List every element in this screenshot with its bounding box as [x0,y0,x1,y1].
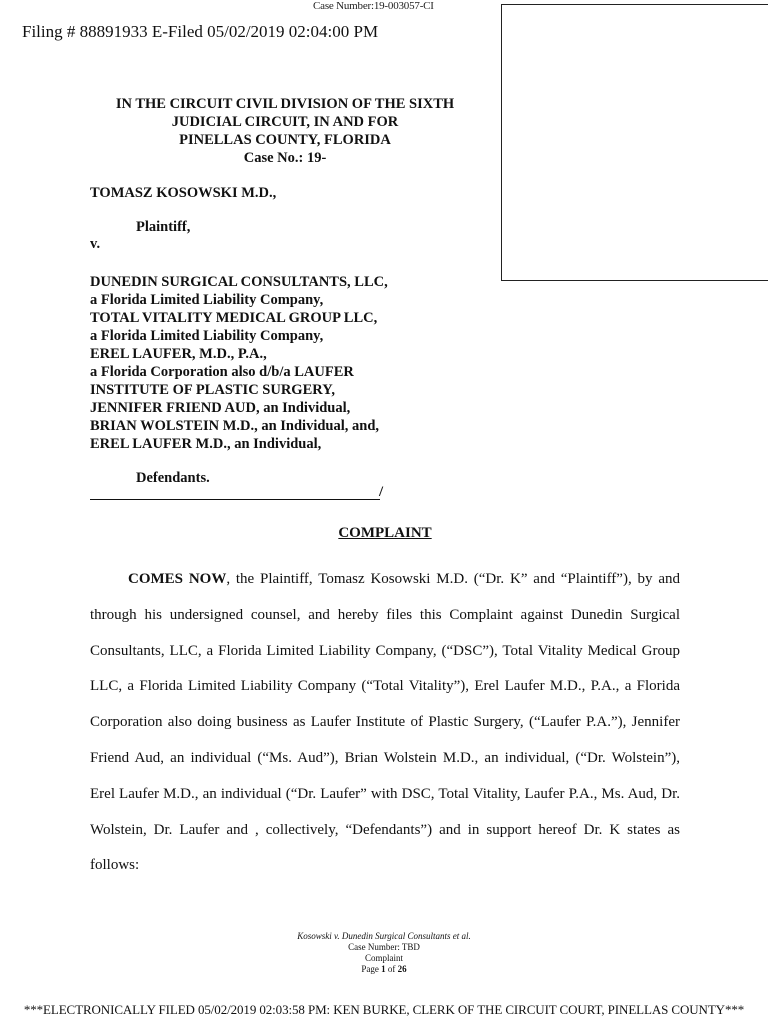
plaintiff-name: TOMASZ KOSOWSKI M.D., [90,185,277,201]
footer-doc-title: Complaint [365,953,403,963]
body-line: Corporation also doing business as Laufer Institute of Plastic Surgery, (“Laufer P.A.”), Jennifer [90,714,680,731]
footer-short-title: Kosowski v. Dunedin Surgical Consultants et al. [297,931,471,941]
defendant-line: TOTAL VITALITY MEDICAL GROUP LLC, [90,310,378,326]
defendant-line: EREL LAUFER, M.D., P.A., [90,346,267,362]
body-line: Wolstein, Dr. Laufer and , collectively, “Defendants”) and in support hereof Dr. K states as [90,821,680,838]
body-line: Friend Aud, an individual (“Ms. Aud”), Brian Wolstein M.D., an individual, (“Dr. Wolstein”), [90,749,680,766]
court-caption [90,95,480,167]
filing-stamp: Filing # 88891933 E-Filed 05/02/2019 02:04:00 PM [22,22,379,41]
caption-slash: / [379,484,384,500]
defendant-line: INSTITUTE OF PLASTIC SURGERY, [90,382,335,398]
body-line [90,562,680,598]
defendant-line: a Florida Limited Liability Company, [90,292,324,308]
plaintiff-role: Plaintiff, [136,219,191,235]
body-line: Erel Laufer M.D., an individual (“Dr. Laufer” with DSC, Total Vitality, Laufer P.A., Ms. Aud, Dr. [90,785,680,802]
court-caption-line: JUDICIAL CIRCUIT, IN AND FOR [171,114,399,130]
defendants-role: Defendants. [136,470,210,486]
defendant-line: a Florida Corporation also d/b/a LAUFER [90,364,354,380]
complaint-title: COMPLAINT [338,525,432,541]
defendants-list [90,273,388,453]
body-line-text: , the Plaintiff, Tomasz Kosowski M.D. (“Dr. K” and “Plaintiff”), by and [226,571,680,587]
footer-page-number: Page 1 of 26 [361,964,407,974]
court-caption-line: PINELLAS COUNTY, FLORIDA [179,132,391,148]
complaint-body [90,562,680,884]
court-caption-line: IN THE CIRCUIT CIVIL DIVISION OF THE SIXTH [115,96,455,112]
body-line: through his undersigned counsel, and hereby files this Complaint against Dunedin Surgical [90,606,680,623]
defendant-line: BRIAN WOLSTEIN M.D., an Individual, and, [90,418,380,434]
caption-divider [90,499,380,500]
page-footer [0,931,768,975]
defendant-line: JENNIFER FRIEND AUD, an Individual, [90,400,351,416]
defendant-line: EREL LAUFER M.D., an Individual, [90,436,322,452]
case-number-stamp: Case Number:19-003057-CI [313,0,434,12]
lead-words: COMES NOW [128,571,227,587]
body-line: LLC, a Florida Limited Liability Company (“Total Vitality”), Erel Laufer M.D., P.A., a Florida [90,678,680,695]
clerk-stamp-box [501,4,768,281]
electronic-filing-banner: ***ELECTRONICALLY FILED 05/02/2019 02:03:58 PM: KEN BURKE, CLERK OF THE CIRCUIT COURT, PINELLAS COUNTY*** [23,1002,745,1017]
defendant-line: DUNEDIN SURGICAL CONSULTANTS, LLC, [90,274,388,290]
footer-case-number: Case Number: TBD [348,942,420,952]
versus-label: v. [90,236,101,252]
case-no-line: Case No.: 19- [243,150,327,166]
body-line: follows: [90,857,140,874]
defendant-line: a Florida Limited Liability Company, [90,328,324,344]
document-heading [0,524,768,542]
body-line: Consultants, LLC, a Florida Limited Liability Company, (“DSC”), Total Vitality Medical Group [90,642,680,659]
